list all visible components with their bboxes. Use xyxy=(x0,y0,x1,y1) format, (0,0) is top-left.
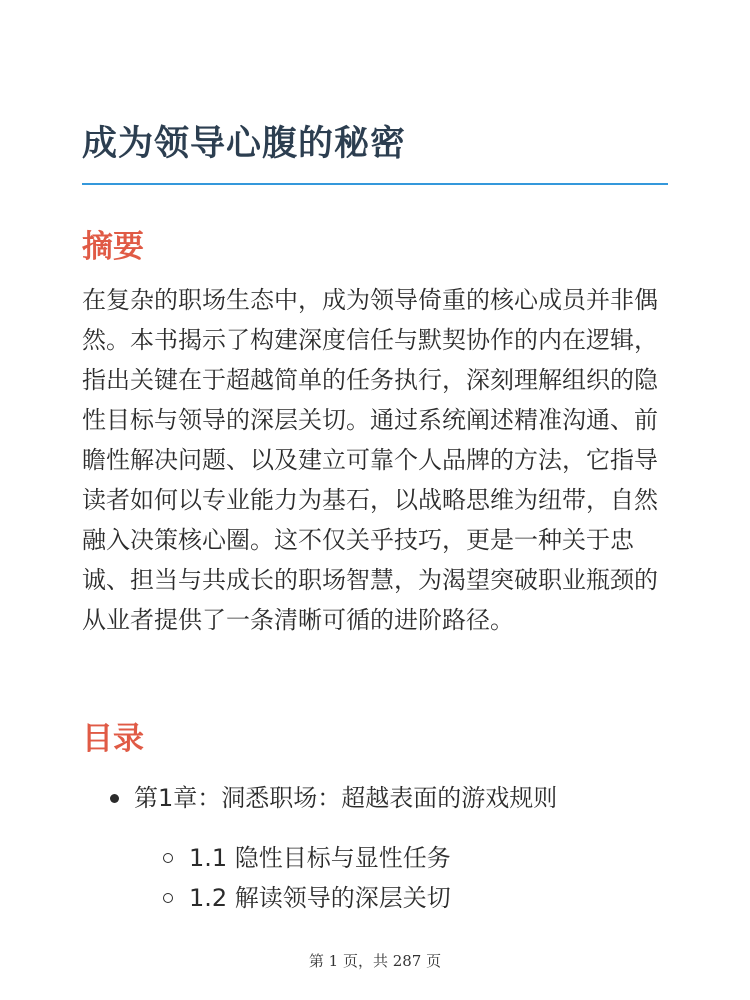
toc-chapter xyxy=(0,776,750,918)
table-of-contents xyxy=(0,776,750,918)
toc-section-label: 1.1 隐性目标与显性任务 xyxy=(189,844,451,872)
bullet-circle-icon xyxy=(163,853,173,863)
toc-chapter-entry[interactable] xyxy=(0,776,750,820)
toc-heading: 目录 xyxy=(82,721,144,757)
abstract-paragraph: 在复杂的职场生态中，成为领导倚重的核心成员并非偶然。本书揭示了构建深度信任与默契协作的内在逻辑，指出关键在于超越简单的任务执行，深刻理解组织的隐性目标与领导的深层关切。通过系统阐述精准沟通、前瞻性解决问题、以及建立可靠个人品牌的方法，它指导读者如何以专业能力为基石，以战略思维为纽带，自然融入决策核心圈。这不仅关乎技巧，更是一种关于忠诚、担当与共成长的职场智慧，为渴望突破职业瓶颈的从业者提供了一条清晰可循的进阶路径。 xyxy=(82,286,658,634)
page-number-footer: 第 1 页，共 287 页 xyxy=(308,952,442,970)
title-divider xyxy=(82,183,668,185)
document-title: 成为领导心腹的秘密 xyxy=(82,124,407,164)
bullet-circle-icon xyxy=(163,893,173,903)
toc-section-entry[interactable] xyxy=(0,878,750,918)
abstract-heading: 摘要 xyxy=(82,229,144,265)
toc-chapter-label: 第1章：洞悉职场：超越表面的游戏规则 xyxy=(134,784,558,812)
toc-section-entry[interactable] xyxy=(0,838,750,878)
bullet-disc-icon xyxy=(110,794,119,803)
toc-section-label: 1.2 解读领导的深层关切 xyxy=(189,884,451,912)
toc-section-list xyxy=(0,838,750,918)
